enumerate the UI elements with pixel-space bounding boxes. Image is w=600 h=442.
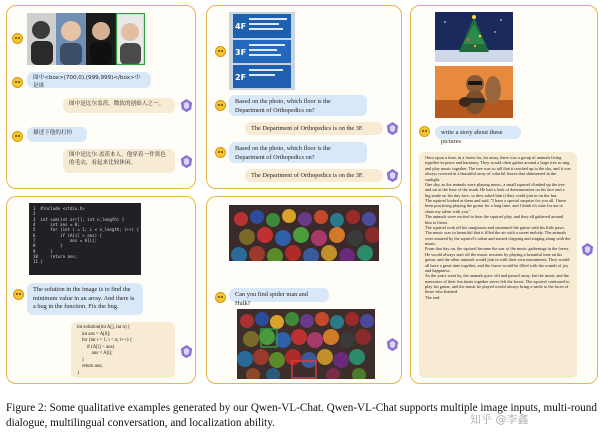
user-question-bubble: Based on the photo, which floor is the Department of Orthopedics on?: [229, 142, 367, 163]
user-question-bubble: 描述下他的打扮: [27, 127, 87, 142]
model-code-answer: int solution(int A[], int n) { int ans = A[0]; for (int i = 1; i < n; i++) { if (A[i] < ans) ans = A[i]; } return ans; }: [71, 322, 175, 378]
model-answer-bubble: 图中是比尔盖茨，微软的创始人之一。: [63, 98, 175, 113]
model-answer-bubble: 图中是比尔·盖茨本人，他穿着一件黑色的毛衣，看起来比较休闲。: [63, 149, 175, 173]
watermark: 知乎 @李鑫: [470, 413, 529, 426]
superhero-crowd-photo: [229, 205, 379, 261]
squirrel-guitar-illustration: [435, 66, 513, 118]
user-avatar-icon: [215, 292, 226, 303]
user-question-bubble: The solution in the image is to find the minimum value in an array. And there is a bug in the function. Fix the bug.: [27, 283, 143, 315]
example-panel-code-fix: [6, 196, 196, 384]
example-panel-story-writing: [410, 5, 598, 384]
user-avatar-icon: [419, 126, 430, 137]
user-question-bubble: 图中<box>(700,0),(999,999)</box>中是谁: [27, 72, 151, 88]
qwen-bot-icon: [385, 337, 400, 352]
example-panel-chinese-grounding: [6, 5, 196, 189]
portraits-illustration: [27, 13, 145, 65]
qwen-bot-icon: [580, 242, 595, 257]
user-avatar-icon: [215, 100, 226, 111]
user-avatar-icon: [12, 77, 23, 88]
christmas-tree-illustration: [435, 12, 513, 62]
user-question-bubble: write a story about these pictures: [435, 126, 521, 139]
floor-label-3f: 3F: [235, 48, 247, 57]
model-answer-bubble: The Department of Orthopedics is on the 3F.: [245, 122, 383, 135]
qwen-bot-icon: [179, 154, 194, 169]
qwen-bot-icon: [385, 168, 400, 183]
floor-label-4f: 4F: [235, 22, 247, 31]
qwen-bot-icon: [179, 98, 194, 113]
code-screenshot: 1 #include <stdio.h> 2 3 int sum(int arr[], int n_length) { 4 int ans = 0; 5 for (int i = 1; i < n_length; i++) { 6 if (A[i] > ans) { 7 ans = A[i]; 8 } 9 } 10 return ans; 11 }: [29, 203, 141, 275]
example-panel-hospital-sign: [206, 5, 402, 189]
superhero-crowd-illustration: [229, 205, 379, 261]
christmas-tree-photo: [435, 12, 513, 62]
floor-label-2f: 2F: [235, 73, 247, 82]
model-answer-bubble: The Department of Orthopedics is on the 3F.: [245, 169, 383, 182]
figure-caption: Figure 2: Some qualitative examples generated by our Qwen-VL-Chat. Qwen-VL-Chat supports multiple image inputs, multi-round dialogue, multilingual conversation, and localization ability.: [6, 402, 597, 429]
qwen-bot-icon: [179, 344, 194, 359]
user-avatar-icon: [13, 289, 24, 300]
example-panel-find-characters: [206, 196, 402, 384]
squirrel-guitar-photo: [435, 66, 513, 118]
user-avatar-icon: [215, 147, 226, 158]
user-question-bubble: Can you find spider man and Hulk?: [229, 288, 329, 302]
portraits-photo: [27, 13, 145, 65]
hospital-sign-illustration: [229, 12, 295, 90]
user-avatar-icon: [215, 46, 226, 57]
user-avatar-icon: [12, 33, 23, 44]
model-story-answer: Once upon a time, in a forest far, far away, there was a group of animals living together in peace and harmony. They would often gather around a large tree to sing and play music together. The tree was so tall that it reached up to the sky, and it was always covered in a beautiful array of colorful leaves that shimmered in the sunlight. One day, as the animals were playing music, a small squirrel climbed up the tree and sat at the base of the trunk. He had a look of determination on his face and a big smile on his tiny face, so they asked him if they could join in on the fun. The squirrel looked at them and said, "I have a special surprise for you all. I have been practicing playing the guitar for a long time, and I think it's time for me to share my talent with you." The animals were excited to hear the squirrel play, and they all gathered around him to listen. The squirrel took off his sunglasses and strummed the guitar with his little paws. The music was so beautiful that it filled the air with a sweet melody. The animals were amazed by the squirrel's talent and started clapping and singing along with the music. From that day on, the squirrel became the star of the music gatherings in the forest. He would always start off the music sessions by playing a beautiful tune on his guitar, and the other animals would join in with their own instruments. They would all have a great time together, and the forest would be filled with the sounds of joy and happiness. As the years went by, the animals grew old and passed away, but the music and the memories of their fun times together never left the forest. The squirrel continued to play his guitar, and the music he played would always bring a smile to the faces of those who listened. The end.: [419, 152, 577, 378]
qwen-bot-icon: [385, 121, 400, 136]
superhero-crowd-annotated-illustration: [237, 309, 375, 379]
user-avatar-icon: [12, 131, 23, 142]
hospital-sign-photo: [229, 12, 295, 90]
user-question-bubble: Based on the photo, which floor is the Department of Orthopedics on?: [229, 95, 367, 116]
superhero-crowd-photo-annotated: [237, 309, 375, 379]
